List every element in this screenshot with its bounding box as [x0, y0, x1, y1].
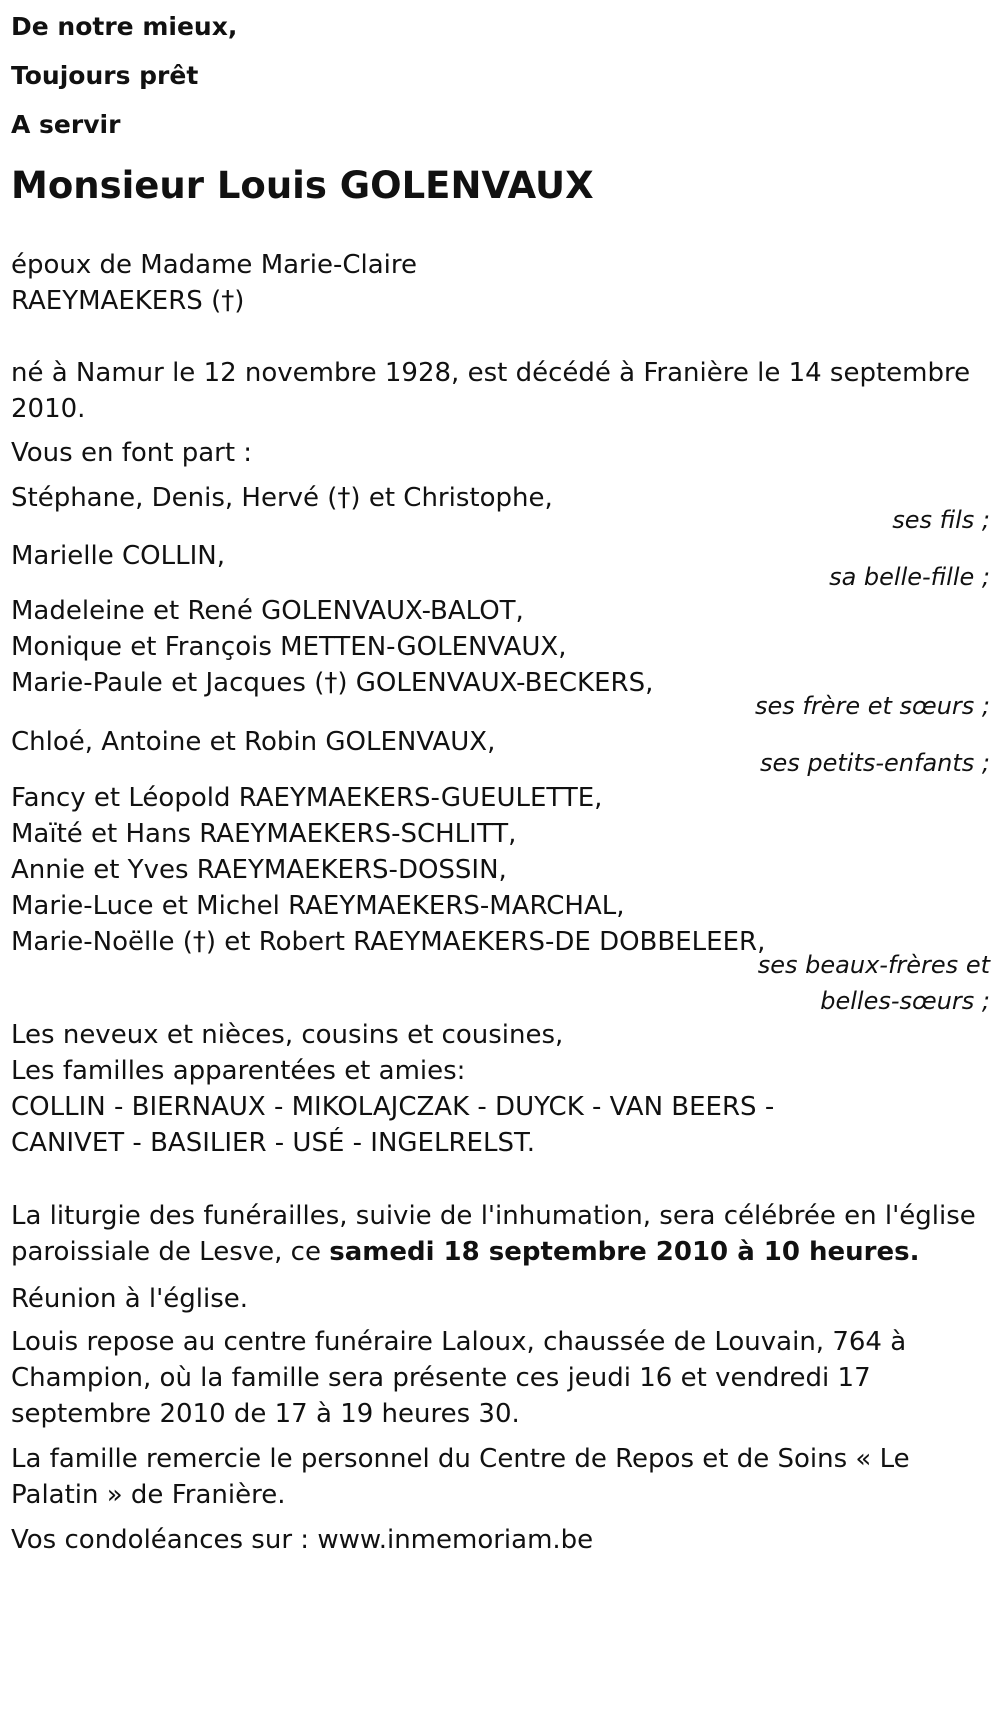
motto-line: De notre mieux,	[11, 12, 238, 41]
extended-family-line: Les neveux et nièces, cousins et cousines,	[11, 1020, 564, 1050]
meeting-text: Réunion à l'église.	[11, 1284, 249, 1314]
family-names: Stéphane, Denis, Hervé (†) et Christophe,	[11, 483, 553, 513]
spouse-info	[11, 245, 417, 321]
extended-family-line: COLLIN - BIERNAUX - MIKOLAJCZAK - DUYCK - VAN BEERS -	[11, 1092, 775, 1122]
liturgy-date: samedi 18 septembre 2010 à 10 heures.	[329, 1237, 920, 1267]
spouse-line: RAEYMAEKERS (†)	[11, 286, 245, 316]
motto-line: Toujours prêt	[11, 61, 199, 90]
family-names	[11, 593, 653, 701]
thanks-info	[11, 1441, 910, 1513]
motto	[11, 2, 237, 149]
extended-family-line: CANIVET - BASILIER - USÉ - INGELRELST.	[11, 1128, 536, 1158]
family-names: Marielle COLLIN,	[11, 541, 225, 571]
family-role: ses beaux-frères et	[757, 951, 990, 979]
condolences-link[interactable]: Vos condoléances sur : www.inmemoriam.be	[11, 1525, 594, 1555]
family-name-line: Marie-Noëlle (†) et Robert RAEYMAEKERS-DE DOBBELEER,	[11, 927, 766, 957]
family-role: belles-sœurs ;	[820, 987, 990, 1015]
liturgy-text: paroissiale de Lesve, ce	[11, 1237, 330, 1267]
family-name-line: Annie et Yves RAEYMAEKERS-DOSSIN,	[11, 855, 507, 885]
liturgy-line: La liturgie des funérailles, suivie de l'inhumation, sera célébrée en l'église	[11, 1201, 976, 1231]
extended-family	[11, 1017, 774, 1161]
intro-text: Vous en font part :	[11, 438, 253, 468]
liturgy-line	[11, 1234, 976, 1270]
family-name-line: Maïté et Hans RAEYMAEKERS-SCHLITT,	[11, 819, 517, 849]
extended-family-line: Les familles apparentées et amies:	[11, 1056, 466, 1086]
family-names: Chloé, Antoine et Robin GOLENVAUX,	[11, 727, 496, 757]
repose-line: septembre 2010 de 17 à 19 heures 30.	[11, 1399, 520, 1429]
family-name-line: Marie-Luce et Michel RAEYMAEKERS-MARCHAL,	[11, 891, 625, 921]
family-names	[11, 780, 765, 960]
repose-info	[11, 1324, 906, 1432]
birth-death-info	[11, 353, 970, 429]
family-name-line: Fancy et Léopold RAEYMAEKERS-GUEULETTE,	[11, 783, 603, 813]
birth-death-line: né à Namur le 12 novembre 1928, est décédé à Franière le 14 septembre	[11, 358, 971, 388]
repose-line: Champion, où la famille sera présente ces jeudi 16 et vendredi 17	[11, 1363, 871, 1393]
spouse-line: époux de Madame Marie-Claire	[11, 250, 417, 280]
family-role: ses fils ;	[892, 506, 990, 534]
family-name-line: Madeleine et René GOLENVAUX-BALOT,	[11, 596, 524, 626]
motto-line: A servir	[11, 110, 121, 139]
thanks-line: Palatin » de Franière.	[11, 1480, 286, 1510]
family-name-line: Marie-Paule et Jacques (†) GOLENVAUX-BECKERS,	[11, 668, 654, 698]
family-role: sa belle-fille ;	[829, 563, 990, 591]
birth-death-line: 2010.	[11, 394, 86, 424]
liturgy-info	[11, 1198, 976, 1270]
repose-line: Louis repose au centre funéraire Laloux, chaussée de Louvain, 764 à	[11, 1327, 907, 1357]
family-role: ses frère et sœurs ;	[754, 692, 990, 720]
family-name-line: Monique et François METTEN-GOLENVAUX,	[11, 632, 567, 662]
deceased-name: Monsieur Louis GOLENVAUX	[11, 164, 594, 207]
thanks-line: La famille remercie le personnel du Centre de Repos et de Soins « Le	[11, 1444, 910, 1474]
family-role: ses petits-enfants ;	[759, 749, 990, 777]
